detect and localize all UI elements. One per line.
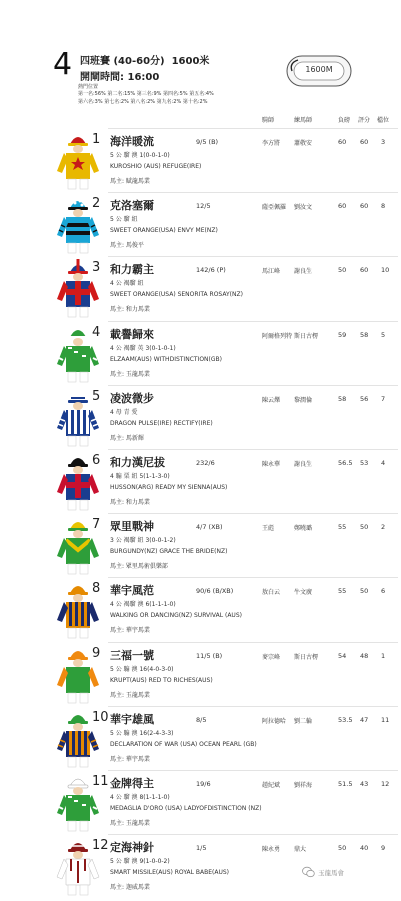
race-distance: 1600米 — [171, 56, 210, 67]
row-divider — [108, 192, 398, 193]
horse-owner: 馬主: 玉龍馬業 — [110, 691, 150, 699]
col-trainer: 練馬師 — [294, 117, 313, 124]
trainer-name: 劉汝文 — [294, 204, 313, 212]
horse-info: 5 公 騸 澳 16(4-0-3-0) — [110, 665, 174, 673]
carried-weight: 58 — [338, 394, 347, 403]
horse-odds: 9/5 (B) — [196, 138, 219, 146]
horse-rating: 43 — [360, 780, 369, 788]
barrier-draw: 1 — [381, 651, 386, 660]
horse-pedigree: MEDAGLIA D'ORO (USA) LADYOFDISTINCTION (NZ) — [110, 805, 262, 812]
row-divider — [108, 128, 398, 129]
barrier-draw: 6 — [381, 587, 386, 596]
horse-owner: 馬主: 華宇馬業 — [110, 755, 150, 763]
row-divider — [108, 770, 398, 771]
horse-name: 和力漢尼拔 — [110, 456, 165, 469]
horse-pedigree: ELZAAM(AUS) WITHDISTINCTION(GB) — [110, 355, 222, 363]
horse-owner: 馬主: 玉龍馬業 — [110, 820, 150, 827]
trainer-name: 牛文廣 — [294, 589, 313, 597]
race-header — [0, 0, 401, 124]
jockey-name: 薩亞佩羅 — [262, 204, 287, 212]
horse-pedigree: WALKING OR DANCING(NZ) SURVIVAL (AUS) — [110, 612, 242, 620]
horse-rating: 60 — [360, 138, 369, 146]
horse-number: 5 — [92, 388, 101, 404]
barrier-draw: 7 — [381, 394, 386, 403]
favorite-stats-2: 第六名:3% 第七名:2% 第八名:2% 第九名:2% 第十名:2% — [78, 99, 208, 105]
horse-owner: 馬主: 玉龍馬業 — [110, 370, 150, 378]
horse-owner: 馬主: 馬新輝 — [110, 434, 144, 442]
horse-odds: 90/6 (B/XB) — [196, 587, 234, 596]
horse-info: 4 公 褐騮 紐 — [110, 280, 144, 288]
horse-number: 2 — [92, 196, 101, 212]
horse-info: 4 公 褐騮 英 3(0-1-0-1) — [110, 344, 176, 352]
jockey-name: 陳云爍 — [262, 396, 281, 404]
horse-name: 定海神針 — [110, 841, 154, 855]
horse-number: 9 — [92, 645, 101, 661]
runner-entry — [0, 321, 401, 385]
row-divider — [108, 577, 398, 578]
trainer-name: 鄭曉璐 — [294, 525, 313, 533]
runner-entry — [0, 385, 401, 449]
horse-rating: 60 — [360, 202, 369, 211]
trainer-name: 斯日古楞 — [294, 332, 319, 340]
barrier-draw: 9 — [381, 844, 386, 853]
horse-rating: 53 — [360, 459, 369, 467]
horse-info: 3 公 褐騮 紐 3(0-0-1-2) — [110, 537, 176, 545]
horse-odds: 4/7 (XB) — [196, 523, 223, 532]
barrier-draw: 12 — [381, 780, 390, 788]
jockey-name: 麥宗峰 — [262, 653, 281, 661]
horse-owner: 馬主: 馬俊平 — [110, 242, 144, 250]
horse-info: 5 公 騸 澳 16(2-4-3-3) — [110, 729, 174, 737]
horse-info: 4 騸 栗 紐 5(1-1-3-0) — [110, 473, 170, 480]
horse-rating: 40 — [360, 844, 369, 853]
horse-owner: 馬主: 賦龍馬業 — [110, 178, 150, 185]
row-divider — [108, 834, 398, 835]
row-divider — [108, 385, 398, 386]
horse-number: 11 — [92, 774, 109, 789]
runner-entry — [0, 449, 401, 513]
horse-odds: 12/5 — [196, 202, 211, 211]
row-divider — [108, 449, 398, 450]
col-weight: 負磅 — [338, 117, 351, 124]
trainer-name: 謝良生 — [294, 461, 313, 468]
carried-weight: 54 — [338, 651, 347, 660]
horse-pedigree: DECLARATION OF WAR (USA) OCEAN PEARL (GB) — [110, 740, 257, 748]
row-divider — [108, 513, 398, 514]
carried-weight: 55 — [338, 587, 347, 596]
runner-entry — [0, 577, 401, 641]
horse-owner: 馬主: 和力馬業 — [110, 499, 150, 506]
race-number: 4 — [53, 47, 73, 82]
jockey-name: 陳永華 — [262, 461, 281, 468]
horse-name: 華宇風范 — [110, 584, 154, 598]
horse-owner: 馬主: 華宇馬業 — [110, 627, 150, 635]
horse-number: 10 — [92, 709, 109, 725]
horse-number: 1 — [92, 132, 101, 147]
horse-number: 6 — [92, 453, 101, 468]
carried-weight: 50 — [338, 266, 347, 275]
col-rating: 評分 — [358, 117, 371, 124]
horse-owner: 馬主: 迦威馬業 — [110, 884, 150, 892]
horse-pedigree: DRAGON PULSE(IRE) RECTIFY(IRE) — [110, 419, 213, 427]
trainer-name: 斯日古楞 — [294, 653, 319, 661]
barrier-draw: 5 — [381, 330, 386, 339]
horse-odds: 142/6 (P) — [196, 266, 226, 275]
runner-entry — [0, 642, 401, 706]
horse-pedigree: KUROSHIO (AUS) REFUGE(IRE) — [110, 163, 202, 170]
trainer-name: 劉祥海 — [294, 782, 313, 789]
carried-weight: 50 — [338, 844, 347, 853]
horse-pedigree: SMART MISSILE(AUS) ROYAL BABE(AUS) — [110, 869, 229, 877]
horse-name: 金牌得主 — [110, 777, 154, 790]
jockey-name: 馬江峰 — [262, 268, 281, 276]
trainer-name: 謝良生 — [294, 268, 313, 276]
barrier-draw: 4 — [381, 459, 386, 467]
race-name: 四班賽 (40-60分) — [80, 56, 165, 67]
col-jockey: 騎師 — [262, 117, 275, 124]
horse-name: 載譽歸來 — [110, 327, 154, 341]
horse-odds: 19/6 — [196, 780, 211, 788]
horse-name: 海洋暖流 — [110, 135, 154, 148]
runner-entry — [0, 770, 401, 834]
horse-rating: 48 — [360, 651, 369, 660]
carried-weight: 60 — [338, 202, 347, 211]
carried-weight: 55 — [338, 523, 347, 532]
horse-rating: 47 — [360, 715, 369, 724]
trainer-name: 鼎大 — [294, 846, 307, 854]
col-draw: 檔位 — [377, 117, 390, 124]
track-distance-label: 1600M — [305, 65, 333, 74]
jockey-name: 阿爾格列特 — [262, 332, 293, 340]
track-diagram — [286, 55, 352, 87]
jockey-name: 趙紀斌 — [262, 782, 281, 789]
horse-name: 凌波微步 — [110, 391, 154, 405]
horse-pedigree: SWEET ORANGE(USA) SENORITA ROSAY(NZ) — [110, 291, 243, 299]
barrier-draw: 2 — [381, 523, 386, 532]
jockey-name: 李方將 — [262, 140, 281, 147]
row-divider — [108, 256, 398, 257]
trainer-name: 劉二輪 — [294, 717, 313, 725]
runner-entry — [0, 513, 401, 577]
horse-info: 4 公 褐騮 澳 6(1-1-1-0) — [110, 601, 176, 609]
row-divider — [108, 706, 398, 707]
horse-owner: 馬主: 和力馬業 — [110, 306, 150, 314]
horse-number: 4 — [92, 324, 101, 340]
runner-entry — [0, 128, 401, 192]
horse-owner: 馬主: 眾里馬術俱樂部 — [110, 563, 168, 571]
horse-name: 眾里戰神 — [110, 520, 154, 534]
runner-entry — [0, 706, 401, 770]
jockey-name: 敖白云 — [262, 589, 281, 597]
horse-info: 5 公 騮 澳 9(1-0-0-2) — [110, 858, 170, 866]
horse-pedigree: HUSSON(ARG) READY MY SIENNA(AUS) — [110, 484, 228, 491]
horse-name: 三福一號 — [110, 648, 154, 662]
horse-info: 5 公 騮 紐 — [110, 216, 138, 224]
trainer-name: 蕭敬安 — [294, 140, 313, 147]
barrier-draw: 10 — [381, 266, 390, 275]
barrier-draw: 3 — [381, 138, 386, 146]
row-divider — [108, 642, 398, 643]
horse-name: 克洛塞爾 — [110, 199, 154, 213]
horse-number: 3 — [92, 260, 101, 276]
horse-info: 4 公 騮 澳 8(1-1-1-0) — [110, 794, 170, 801]
horse-odds: 8/5 — [196, 715, 207, 724]
row-divider — [108, 321, 398, 322]
runner-entry — [0, 256, 401, 320]
horse-odds: 1/5 — [196, 844, 207, 853]
favorite-title: 熱門位置 — [78, 84, 99, 90]
jockey-name: 阿拉德哈 — [262, 717, 287, 725]
horse-rating: 56 — [360, 394, 369, 403]
horse-pedigree: BURGUNDY(NZ) GRACE THE BRIDE(NZ) — [110, 548, 228, 556]
horse-info: 5 公 騮 澳 1(0-0-1-0) — [110, 152, 170, 159]
jockey-name: 陳永勇 — [262, 846, 281, 854]
race-class — [80, 52, 209, 67]
horse-odds: 11/5 (B) — [196, 651, 223, 660]
horse-number: 12 — [92, 838, 109, 854]
carried-weight: 59 — [338, 330, 347, 339]
jockey-name: 王彪 — [262, 525, 275, 533]
carried-weight: 53.5 — [338, 715, 353, 724]
horse-pedigree: KRUPT(AUS) RED TO RICHES(AUS) — [110, 676, 213, 684]
horse-name: 華宇雄風 — [110, 712, 154, 726]
wechat-icon — [302, 866, 315, 878]
horse-rating: 50 — [360, 587, 369, 596]
watermark: 玉龍馬會 — [318, 869, 344, 877]
horse-info: 4 母 青 愛 — [110, 408, 138, 416]
horse-name: 和力霸主 — [110, 263, 154, 277]
runner-entry — [0, 834, 401, 898]
horse-rating: 60 — [360, 266, 369, 275]
horse-number: 7 — [92, 517, 101, 533]
carried-weight: 56.5 — [338, 459, 353, 467]
horse-odds: 232/6 — [196, 459, 215, 467]
barrier-draw: 8 — [381, 202, 386, 211]
carried-weight: 60 — [338, 138, 347, 146]
horse-rating: 50 — [360, 523, 369, 532]
horse-number: 8 — [92, 581, 101, 597]
carried-weight: 51.5 — [338, 780, 353, 788]
barrier-draw: 11 — [381, 715, 390, 724]
horse-pedigree: SWEET ORANGE(USA) ENVY ME(NZ) — [110, 227, 218, 235]
trainer-name: 黎潤倫 — [294, 396, 313, 404]
favorite-stats-1: 第一名:56% 第二名:15% 第三名:9% 第四名:5% 第五名:4% — [78, 91, 214, 97]
horse-rating: 58 — [360, 330, 369, 339]
race-start-time: 開閘時間: 16:00 — [80, 72, 160, 83]
runner-entry — [0, 192, 401, 256]
